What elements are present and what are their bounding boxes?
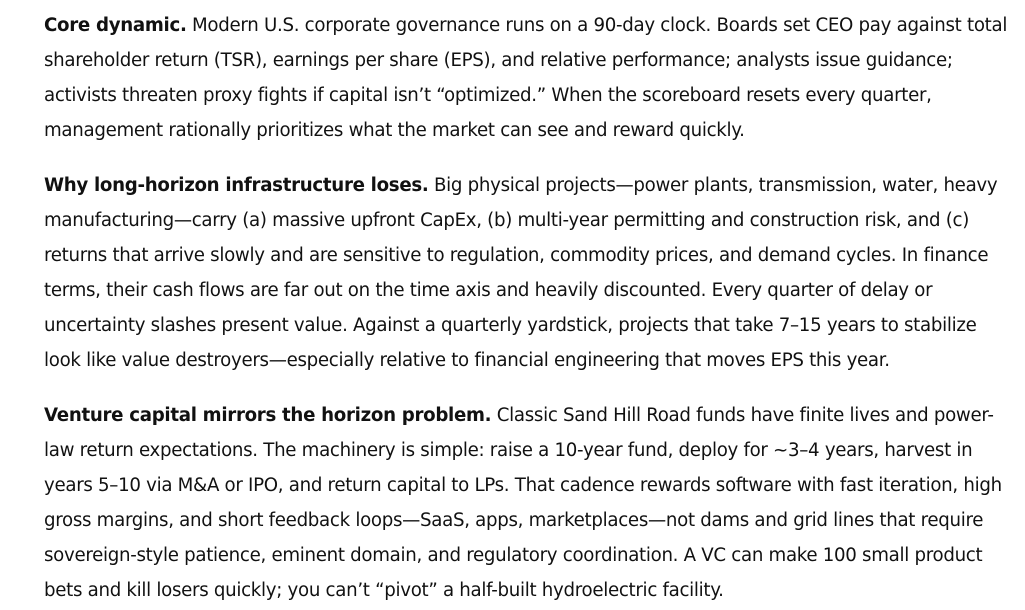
paragraph-heading: Venture capital mirrors the horizon problem. (44, 405, 492, 426)
document-body (44, 8, 1014, 608)
paragraph-text: Classic Sand Hill Road funds have finite lives and power-law return expectations. The machinery is simple: raise a 10-year fund, deploy for ~3–4 years, harvest in years 5–10 via M&A or IPO, and return capital to LPs. That cadence rewards software with fast iteration, high gross margins, and short feedback loops—SaaS, apps, marketplaces—not dams and grid lines that require sovereign-style patience, eminent domain, and regulatory coordination. A VC can make 100 small product bets and kill losers quickly; you can’t “pivot” a half-built hydroelectric facility. (44, 405, 1002, 601)
paragraph-core-dynamic (44, 8, 1014, 148)
paragraph-text: Big physical projects—power plants, transmission, water, heavy manufacturing—carry (a) massive upfront CapEx, (b) multi-year permitting and construction risk, and (c) returns that arrive slowly and are sensitive to regulation, commodity prices, and demand cycles. In finance terms, their cash flows are far out on the time axis and heavily discounted. Every quarter of delay or uncertainty slashes present value. Against a quarterly yardstick, projects that take 7–15 years to stabilize look like value destroyers—especially relative to financial engineering that moves EPS this year. (44, 175, 998, 371)
paragraph-text: Modern U.S. corporate governance runs on a 90-day clock. Boards set CEO pay against total shareholder return (TSR), earnings per share (EPS), and relative performance; analysts issue guidance; activists threaten proxy fights if capital isn’t “optimized.” When the scoreboard resets every quarter, management rationally prioritizes what the market can see and reward quickly. (44, 15, 1008, 141)
paragraph-heading: Why long-horizon infrastructure loses. (44, 175, 429, 196)
paragraph-heading: Core dynamic. (44, 15, 187, 36)
paragraph-venture-capital (44, 398, 1014, 608)
paragraph-infrastructure (44, 168, 1014, 378)
